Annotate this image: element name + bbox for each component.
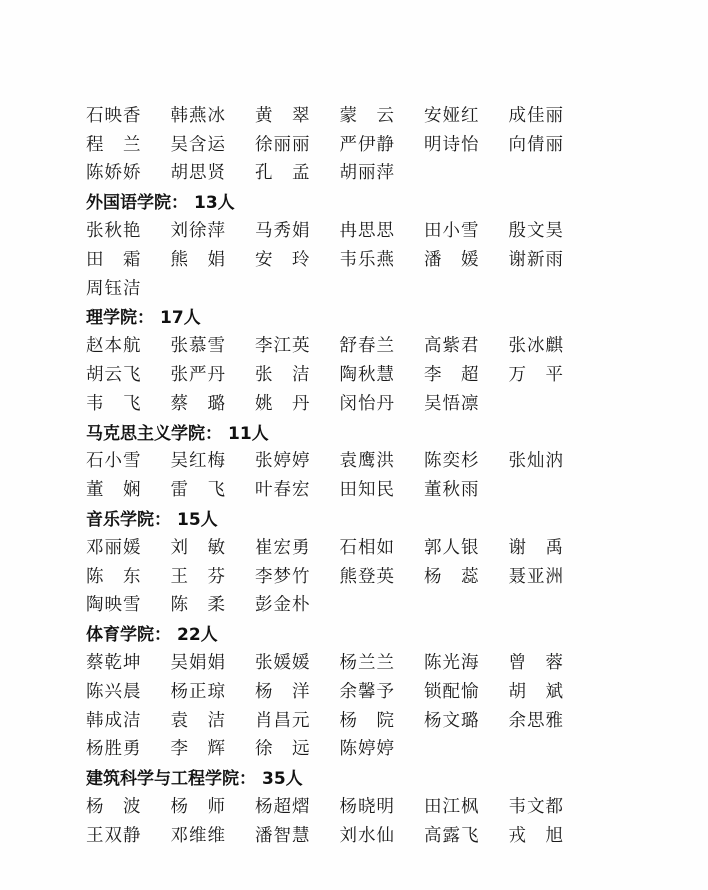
student-name: 戎 旭 bbox=[508, 825, 564, 846]
name-row bbox=[86, 388, 586, 417]
student-name: 安娅红 bbox=[424, 105, 480, 126]
college-name: 外国语学院 bbox=[86, 193, 171, 214]
student-name: 邓维维 bbox=[170, 825, 226, 846]
student-name: 韩成洁 bbox=[86, 710, 142, 731]
colon-separator: ： bbox=[154, 625, 171, 646]
college-name: 理学院 bbox=[86, 308, 137, 329]
student-name: 田知民 bbox=[339, 480, 395, 501]
student-name: 陈 东 bbox=[86, 566, 142, 587]
student-name: 杨晓明 bbox=[339, 797, 395, 818]
name-row bbox=[86, 129, 586, 158]
name-row bbox=[86, 791, 586, 820]
student-name: 王双静 bbox=[86, 825, 142, 846]
college-name: 建筑科学与工程学院 bbox=[86, 769, 239, 790]
student-name: 董 娴 bbox=[86, 480, 142, 501]
student-name: 刘水仙 bbox=[339, 825, 395, 846]
student-name: 刘徐萍 bbox=[170, 221, 226, 242]
student-name: 陈 柔 bbox=[170, 595, 226, 616]
student-name: 胡 斌 bbox=[508, 681, 564, 702]
student-name: 石映香 bbox=[86, 105, 142, 126]
student-name: 张婷婷 bbox=[255, 451, 311, 472]
name-row bbox=[86, 359, 586, 388]
name-row bbox=[86, 734, 586, 763]
student-name: 熊登英 bbox=[339, 566, 395, 587]
student-name: 陈娇娇 bbox=[86, 163, 142, 184]
student-name: 蒙 云 bbox=[339, 105, 395, 126]
college-header bbox=[86, 417, 586, 446]
college-header bbox=[86, 503, 586, 532]
student-name: 李 辉 bbox=[170, 739, 226, 760]
name-row bbox=[86, 158, 586, 187]
student-name: 周钰洁 bbox=[86, 278, 142, 299]
student-name: 杨兰兰 bbox=[339, 653, 395, 674]
student-name: 陈奕杉 bbox=[424, 451, 480, 472]
student-name: 安 玲 bbox=[255, 249, 311, 270]
college-header bbox=[86, 618, 586, 647]
student-name: 舒春兰 bbox=[339, 336, 395, 357]
student-name: 韩燕冰 bbox=[170, 105, 226, 126]
student-name: 胡思贤 bbox=[170, 163, 226, 184]
student-name: 田小雪 bbox=[424, 221, 480, 242]
student-name: 陈光海 bbox=[424, 653, 480, 674]
student-name: 张 洁 bbox=[255, 365, 311, 386]
award-name-list bbox=[86, 100, 586, 849]
student-name: 程 兰 bbox=[86, 134, 142, 155]
colon-separator: ： bbox=[171, 193, 188, 214]
student-name: 徐 远 bbox=[255, 739, 311, 760]
student-name: 徐丽丽 bbox=[255, 134, 311, 155]
student-name: 明诗怡 bbox=[424, 134, 480, 155]
student-name: 陶秋慧 bbox=[339, 365, 395, 386]
student-name: 高露飞 bbox=[424, 825, 480, 846]
student-name: 严伊静 bbox=[339, 134, 395, 155]
student-name: 姚 丹 bbox=[255, 393, 311, 414]
student-name: 肖昌元 bbox=[255, 710, 311, 731]
student-name: 黄 翠 bbox=[255, 105, 311, 126]
student-name: 袁鹰洪 bbox=[339, 451, 395, 472]
student-name: 崔宏勇 bbox=[255, 537, 311, 558]
name-row bbox=[86, 532, 586, 561]
name-row bbox=[86, 244, 586, 273]
student-name: 陶映雪 bbox=[86, 595, 142, 616]
student-name: 蔡乾坤 bbox=[86, 653, 142, 674]
student-name: 蔡 璐 bbox=[170, 393, 226, 414]
student-name: 张慕雪 bbox=[170, 336, 226, 357]
student-name: 潘 媛 bbox=[424, 249, 480, 270]
student-name: 杨胜勇 bbox=[86, 739, 142, 760]
student-name: 余馨予 bbox=[339, 681, 395, 702]
student-name: 孔 孟 bbox=[255, 163, 311, 184]
name-row bbox=[86, 647, 586, 676]
student-name: 冉思思 bbox=[339, 221, 395, 242]
student-name: 吴悟凛 bbox=[424, 393, 480, 414]
colon-separator: ： bbox=[205, 423, 222, 444]
name-row bbox=[86, 273, 586, 302]
student-name: 胡云飞 bbox=[86, 365, 142, 386]
colon-separator: ： bbox=[239, 769, 256, 790]
name-row bbox=[86, 561, 586, 590]
student-name: 余思雅 bbox=[508, 710, 564, 731]
student-name: 石小雪 bbox=[86, 451, 142, 472]
student-name: 杨超熠 bbox=[255, 797, 311, 818]
student-name: 韦 飞 bbox=[86, 393, 142, 414]
name-row bbox=[86, 474, 586, 503]
student-name: 胡丽萍 bbox=[339, 163, 395, 184]
award-count: 17人 bbox=[160, 308, 201, 329]
student-name: 田江枫 bbox=[424, 797, 480, 818]
student-name: 张灿汭 bbox=[508, 451, 564, 472]
student-name: 韦文都 bbox=[508, 797, 564, 818]
award-count: 22人 bbox=[177, 625, 218, 646]
college-header bbox=[86, 302, 586, 331]
student-name: 万 平 bbox=[508, 365, 564, 386]
student-name: 陈婷婷 bbox=[339, 739, 395, 760]
student-name: 杨 蕊 bbox=[424, 566, 480, 587]
student-name: 陈兴晨 bbox=[86, 681, 142, 702]
student-name: 韦乐燕 bbox=[339, 249, 395, 270]
student-name: 李江英 bbox=[255, 336, 311, 357]
student-name: 王 芬 bbox=[170, 566, 226, 587]
student-name: 吴红梅 bbox=[170, 451, 226, 472]
student-name: 杨正琼 bbox=[170, 681, 226, 702]
student-name: 田 霜 bbox=[86, 249, 142, 270]
student-name: 刘 敏 bbox=[170, 537, 226, 558]
student-name: 杨 院 bbox=[339, 710, 395, 731]
student-name: 谢新雨 bbox=[508, 249, 564, 270]
name-row bbox=[86, 100, 586, 129]
name-row bbox=[86, 215, 586, 244]
student-name: 熊 娟 bbox=[170, 249, 226, 270]
college-name: 体育学院 bbox=[86, 625, 154, 646]
student-name: 杨 洋 bbox=[255, 681, 311, 702]
student-name: 杨文璐 bbox=[424, 710, 480, 731]
student-name: 潘智慧 bbox=[255, 825, 311, 846]
colon-separator: ： bbox=[154, 510, 171, 531]
student-name: 邓丽媛 bbox=[86, 537, 142, 558]
student-name: 聂亚洲 bbox=[508, 566, 564, 587]
student-name: 向倩丽 bbox=[508, 134, 564, 155]
college-header bbox=[86, 762, 586, 791]
student-name: 张严丹 bbox=[170, 365, 226, 386]
colon-separator: ： bbox=[137, 308, 154, 329]
student-name: 石相如 bbox=[339, 537, 395, 558]
award-count: 35人 bbox=[262, 769, 303, 790]
name-row bbox=[86, 590, 586, 619]
student-name: 曾 蓉 bbox=[508, 653, 564, 674]
student-name: 吴娟娟 bbox=[170, 653, 226, 674]
student-name: 彭金朴 bbox=[255, 595, 311, 616]
name-row bbox=[86, 820, 586, 849]
student-name: 张冰麒 bbox=[508, 336, 564, 357]
student-name: 李 超 bbox=[424, 365, 480, 386]
student-name: 郭人银 bbox=[424, 537, 480, 558]
student-name: 谢 禹 bbox=[508, 537, 564, 558]
student-name: 董秋雨 bbox=[424, 480, 480, 501]
student-name: 吴含运 bbox=[170, 134, 226, 155]
student-name: 马秀娟 bbox=[255, 221, 311, 242]
student-name: 杨 师 bbox=[170, 797, 226, 818]
student-name: 李梦竹 bbox=[255, 566, 311, 587]
college-header bbox=[86, 186, 586, 215]
student-name: 成佳丽 bbox=[508, 105, 564, 126]
student-name: 锁配愉 bbox=[424, 681, 480, 702]
award-count: 15人 bbox=[177, 510, 218, 531]
name-row bbox=[86, 676, 586, 705]
student-name: 赵本航 bbox=[86, 336, 142, 357]
student-name: 张秋艳 bbox=[86, 221, 142, 242]
name-row bbox=[86, 330, 586, 359]
award-count: 11人 bbox=[228, 423, 269, 444]
name-row bbox=[86, 705, 586, 734]
student-name: 叶春宏 bbox=[255, 480, 311, 501]
student-name: 高紫君 bbox=[424, 336, 480, 357]
award-count: 13人 bbox=[194, 193, 235, 214]
student-name: 闵怡丹 bbox=[339, 393, 395, 414]
name-row bbox=[86, 446, 586, 475]
college-name: 音乐学院 bbox=[86, 510, 154, 531]
student-name: 杨 波 bbox=[86, 797, 142, 818]
student-name: 袁 洁 bbox=[170, 710, 226, 731]
student-name: 殷文昊 bbox=[508, 221, 564, 242]
college-name: 马克思主义学院 bbox=[86, 423, 205, 444]
student-name: 张媛媛 bbox=[255, 653, 311, 674]
student-name: 雷 飞 bbox=[170, 480, 226, 501]
